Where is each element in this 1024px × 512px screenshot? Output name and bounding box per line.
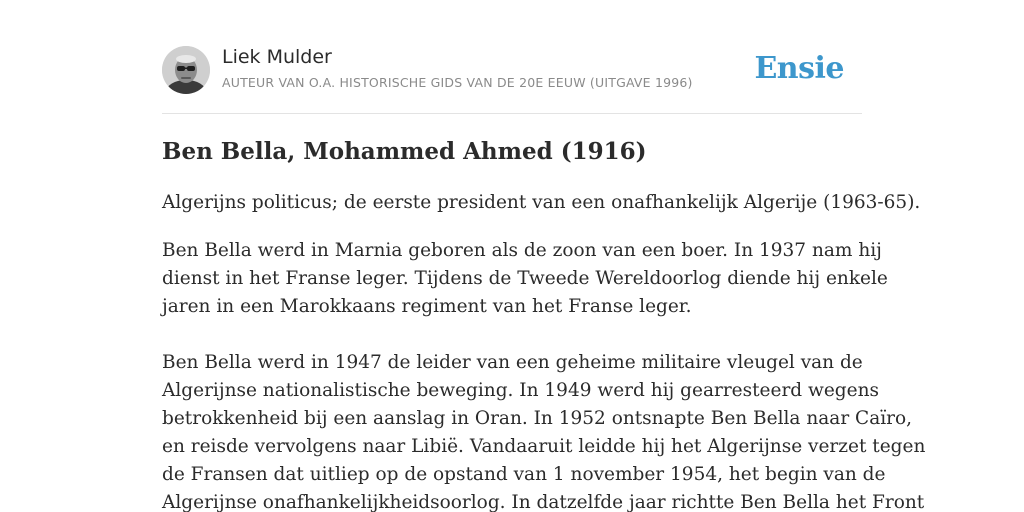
paragraph-line: jaren in een Marokkaans regiment van het Franse leger.: [162, 296, 692, 317]
paragraph-line: dienst in het Franse leger. Tijdens de Tweede Wereldoorlog diende hij enkele: [162, 268, 888, 289]
paragraph-line: Algerijnse onafhankelijkheidsoorlog. In datzelfde jaar richtte Ben Bella het Front: [162, 492, 925, 512]
article-lead: Algerijns politicus; de eerste president van een onafhankelijk Algerije (1963-65).: [162, 192, 921, 213]
paragraph-line: en reisde vervolgens naar Libië. Vandaaruit leidde hij het Algerijnse verzet tegen: [162, 436, 926, 457]
header-divider: [162, 113, 862, 114]
author-description: AUTEUR VAN O.A. HISTORISCHE GIDS VAN DE 20E EEUW (UITGAVE 1996): [222, 75, 693, 90]
author-header: [162, 46, 862, 96]
article-paragraph-1: [162, 237, 888, 321]
paragraph-line: Ben Bella werd in Marnia geboren als de zoon van een boer. In 1937 nam hij: [162, 240, 882, 261]
paragraph-line: betrokkenheid bij een aanslag in Oran. In 1952 ontsnapte Ben Bella naar Caïro,: [162, 408, 913, 429]
avatar[interactable]: [162, 46, 210, 94]
article-title: Ben Bella, Mohammed Ahmed (1916): [162, 138, 647, 165]
brand-logo[interactable]: Ensie: [754, 51, 844, 86]
paragraph-line: Ben Bella werd in 1947 de leider van een geheime militaire vleugel van de: [162, 352, 863, 373]
paragraph-line: de Fransen dat uitliep op de opstand van 1 november 1954, het begin van de: [162, 464, 886, 485]
article-paragraph-2: [162, 349, 926, 512]
author-photo-icon: [162, 46, 210, 94]
author-name[interactable]: Liek Mulder: [222, 46, 332, 68]
paragraph-line: Algerijnse nationalistische beweging. In 1949 werd hij gearresteerd wegens: [162, 380, 880, 401]
